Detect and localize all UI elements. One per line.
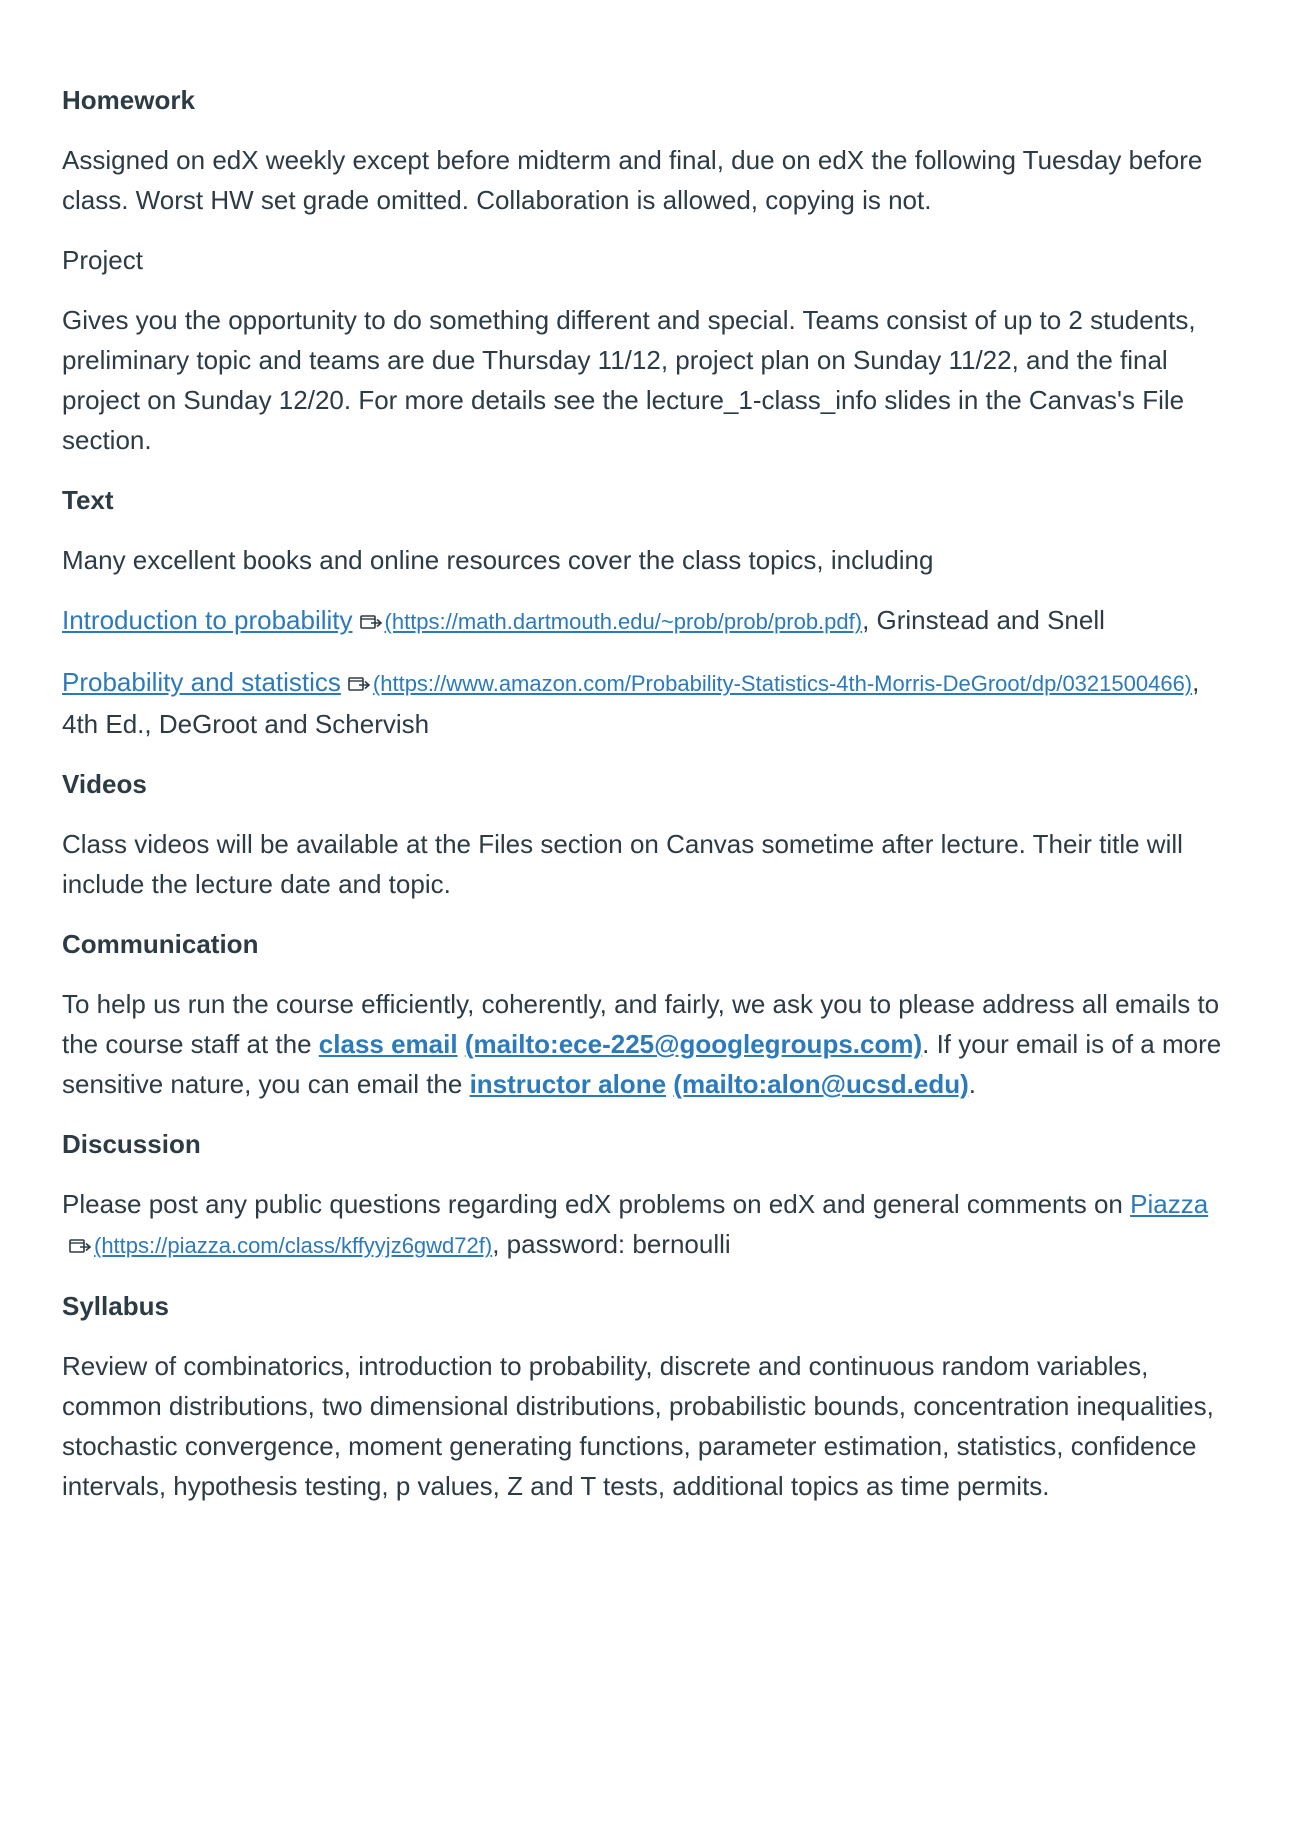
class-email-link[interactable]: class email — [318, 1029, 458, 1059]
book-suffix-grinstead: , Grinstead and Snell — [862, 605, 1105, 635]
book-url-probability-and-statistics[interactable]: (https://www.amazon.com/Probability-Statistics-4th-Morris-DeGroot/dp/0321500466) — [372, 671, 1193, 696]
syllabus-body: Review of combinatorics, introduction to probability, discrete and continuous random variables, common distributions, two dimensional distributions, probabilistic bounds, concentration inequalities, stochastic convergence, moment generating functions, parameter estimation, statistics, confidence intervals, hypothesis testing, p values, Z and T tests, additional topics as time permits. — [62, 1351, 1214, 1501]
discussion-text-end: , password: bernoulli — [492, 1229, 731, 1259]
communication-text-start: To help us run the course efficiently, coherently, and fairly, we ask you to please address all emails to the course staff at the — [62, 989, 1220, 1059]
external-link-icon — [359, 612, 383, 632]
book-suffix-degroot: , 4th Ed., DeGroot and Schervish — [62, 667, 1200, 739]
instructor-email-link[interactable]: instructor alone — [469, 1069, 667, 1099]
communication-text-middle: . If your email is of a more sensitive nature, you can email the — [62, 1029, 1222, 1099]
book-entry-degroot — [62, 662, 1236, 744]
project-heading: Project — [62, 245, 143, 275]
communication-heading: Communication — [62, 929, 259, 959]
communication-body — [62, 984, 1236, 1104]
class-email-url[interactable]: (mailto:ece-225@googlegroups.com) — [464, 1029, 923, 1059]
book-link-introduction-to-probability[interactable]: Introduction to probability — [62, 605, 353, 635]
discussion-body — [62, 1184, 1236, 1266]
text-heading: Text — [62, 485, 114, 515]
book-link-probability-and-statistics[interactable]: Probability and statistics — [62, 667, 341, 697]
syllabus-heading: Syllabus — [62, 1291, 169, 1321]
external-link-icon — [347, 674, 371, 694]
discussion-heading: Discussion — [62, 1129, 201, 1159]
text-intro: Many excellent books and online resources cover the class topics, including — [62, 545, 934, 575]
videos-heading: Videos — [62, 769, 147, 799]
videos-body: Class videos will be available at the Files section on Canvas sometime after lecture. Their title will include the lecture date and topic. — [62, 829, 1183, 899]
communication-text-end: . — [968, 1069, 976, 1099]
external-link-icon — [68, 1236, 92, 1256]
book-url-introduction-to-probability[interactable]: (https://math.dartmouth.edu/~prob/prob/prob.pdf) — [384, 609, 863, 634]
discussion-text-start: Please post any public questions regarding edX problems on edX and general comments on — [62, 1189, 1131, 1219]
piazza-url[interactable]: (https://piazza.com/class/kffyyjz6gwd72f) — [94, 1233, 493, 1258]
homework-heading: Homework — [62, 85, 195, 115]
project-body: Gives you the opportunity to do something different and special. Teams consist of up to 2 students, preliminary topic and teams are due Thursday 11/12, project plan on Sunday 11/22, and the final project on Sunday 12/20. For more details see the lecture_1-class_info slides in the Canvas's File section. — [62, 305, 1196, 455]
book-entry-grinstead — [62, 600, 1236, 642]
homework-body: Assigned on edX weekly except before midterm and final, due on edX the following Tuesday before class. Worst HW set grade omitted. Collaboration is allowed, copying is not. — [62, 145, 1203, 215]
piazza-link[interactable]: Piazza — [1130, 1189, 1209, 1219]
instructor-email-url[interactable]: (mailto:alon@ucsd.edu) — [673, 1069, 969, 1099]
